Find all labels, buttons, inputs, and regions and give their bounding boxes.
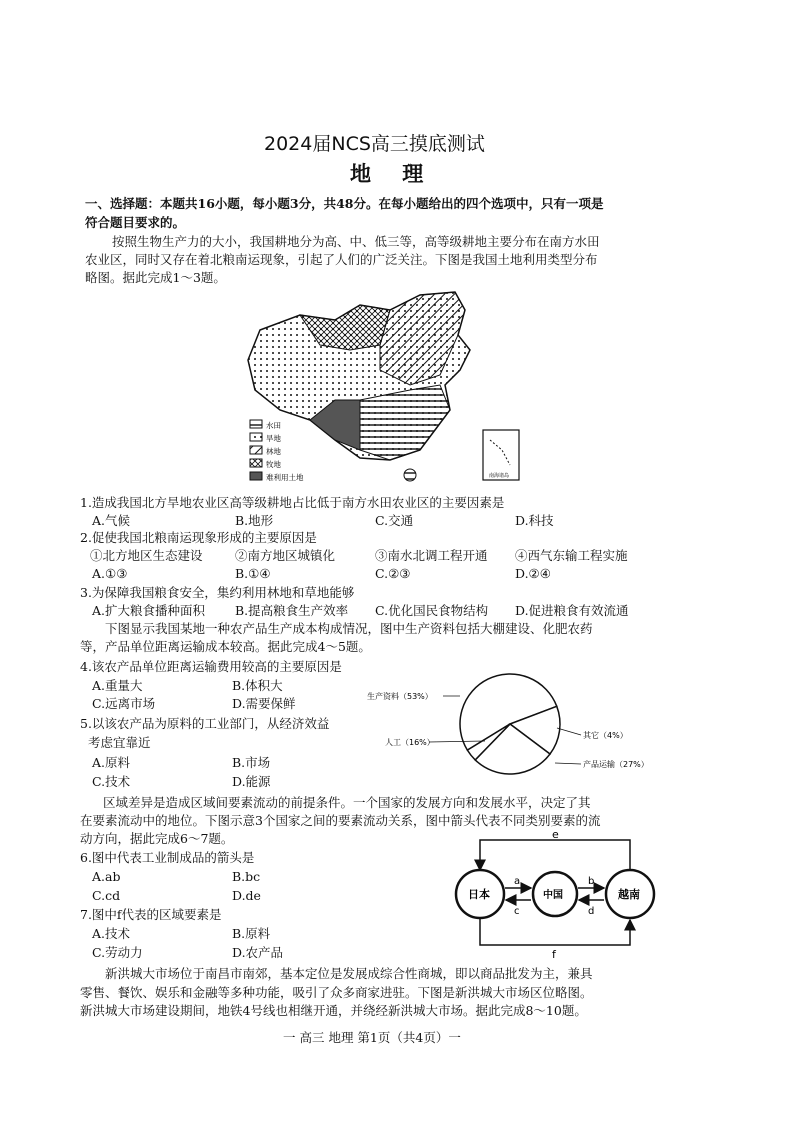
- q3-option-b: B.提高粮食生产效率: [235, 603, 349, 618]
- q5-option-b: B.市场: [232, 755, 271, 770]
- hainan-island: [404, 469, 416, 481]
- q4-option-b: B.体积大: [232, 678, 283, 693]
- q1-option-b: B.地形: [235, 513, 274, 528]
- q1-option-d: D.科技: [515, 513, 554, 528]
- intro2-line1: 下图显示我国某地一种农产品生产成本构成情况，图中生产资料包括大棚建设、化肥农药: [105, 621, 593, 636]
- pie-label-4: 其它（4%）: [583, 731, 628, 740]
- q4-stem: 4.该农产品单位距离运输费用较高的主要原因是: [80, 659, 342, 674]
- section-heading-line2: 符合题目要求的。: [85, 215, 186, 230]
- legend-barren: 难利用土地: [266, 473, 304, 482]
- q3-option-a: A.扩大粮食播种面积: [92, 603, 206, 618]
- exam-title: 2024届NCS高三摸底测试: [264, 133, 485, 155]
- arrow-f: [480, 918, 630, 945]
- q7-option-d: D.农产品: [232, 945, 284, 960]
- q3-option-c: C.优化国民食物结构: [375, 603, 489, 618]
- q2-stem: 2.促使我国北粮南运现象形成的主要原因是: [80, 530, 317, 545]
- legend-pasture: 牧地: [266, 460, 281, 469]
- intro1-line2: 农业区，同时又存在着北粮南运现象，引起了人们的广泛关注。下图是我国土地利用类型分布: [85, 252, 598, 267]
- q2-option-d: D.②④: [515, 566, 551, 581]
- cost-pie-chart: [365, 668, 705, 780]
- q2-item-1: ①北方地区生态建设: [90, 548, 203, 563]
- intro2-line2: 等，产品单位距离运输成本较高。据此完成4～5题。: [80, 639, 371, 654]
- q7-option-a: A.技术: [92, 926, 131, 941]
- subject-title: 地 理: [350, 161, 436, 186]
- q6-option-b: B.bc: [232, 869, 261, 884]
- legend-forest: 林地: [266, 447, 281, 456]
- pie-label-3: 产品运输（27%）: [583, 760, 649, 769]
- pie-leader-4: [557, 728, 581, 735]
- q2-item-3: ③南水北调工程开通: [375, 548, 488, 563]
- page-footer: 一 高三 地理 第1页（共4页）一: [283, 1030, 461, 1045]
- q6-option-a: A.ab: [92, 869, 121, 884]
- q4-option-a: A.重量大: [92, 678, 143, 693]
- land-use-map: [240, 290, 530, 495]
- node-vietnam-label: 越南: [618, 888, 640, 901]
- q5-stem-line2: 考虑宜靠近: [88, 735, 151, 750]
- q5-stem-line1: 5.以该农产品为原料的工业部门，从经济效益: [80, 716, 330, 731]
- q1-stem: 1.造成我国北方旱地农业区高等级耕地占比低于南方水田农业区的主要因素是: [80, 495, 505, 510]
- legend-paddy: 水田: [266, 421, 281, 430]
- q7-option-c: C.劳动力: [92, 945, 143, 960]
- map-legend: [250, 420, 304, 482]
- arrow-e: [480, 840, 630, 872]
- q1-option-a: A.气候: [92, 513, 131, 528]
- intro3-line2: 在要素流动中的地位。下图示意3个国家之间的要素流动关系，图中箭头代表不同类别要素的流: [80, 813, 601, 828]
- pie-label-2: 人工（16%）: [385, 738, 435, 747]
- arrow-d-label: d: [588, 906, 595, 917]
- q5-option-d: D.能源: [232, 774, 271, 789]
- q5-option-a: A.原料: [92, 755, 131, 770]
- q7-option-b: B.原料: [232, 926, 271, 941]
- arrow-f-label: f: [552, 948, 556, 960]
- intro4-line1: 新洪城大市场位于南昌市南郊，基本定位是发展成综合性商城，即以商品批发为主，兼具: [105, 966, 593, 981]
- section-heading-line1: 一、选择题：本题共16小题，每小题3分，共48分。在每小题给出的四个选项中，只有一项是: [85, 196, 604, 211]
- inset-label: 南海诸岛: [489, 473, 510, 479]
- intro1-line3: 略图。据此完成1～3题。: [85, 270, 226, 285]
- q2-item-2: ②南方地区城镇化: [235, 548, 336, 563]
- intro4-line3: 新洪城大市场建设期间，地铁4号线也相继开通，并绕经新洪城大市场。据此完成8～10题。: [80, 1003, 587, 1018]
- arrow-b-label: b: [588, 876, 595, 887]
- pie-label-1: 生产资料（53%）: [367, 692, 433, 701]
- intro4-line2: 零售、餐饮、娱乐和金融等多种功能，吸引了众多商家进驻。下图是新洪城大市场区位略图。: [80, 985, 593, 1000]
- node-china-label: 中国: [543, 890, 563, 901]
- intro3-line3: 动方向，据此完成6～7题。: [80, 831, 234, 846]
- q3-stem: 3.为保障我国粮食安全，集约利用林地和草地能够: [80, 585, 355, 600]
- south-sea-inset: [483, 430, 519, 480]
- q4-option-d: D.需要保鲜: [232, 696, 296, 711]
- q6-option-d: D.de: [232, 888, 261, 903]
- q6-stem: 6.图中代表工业制成品的箭头是: [80, 850, 255, 865]
- arrow-a-label: a: [514, 876, 521, 887]
- q5-option-c: C.技术: [92, 774, 131, 789]
- q1-option-c: C.交通: [375, 513, 414, 528]
- arrow-e-label: e: [552, 830, 559, 841]
- q2-option-c: C.②③: [375, 566, 411, 581]
- intro3-line1: 区域差异是造成区域间要素流动的前提条件。一个国家的发展方向和发展水平，决定了其: [103, 795, 591, 810]
- pie-leader-3: [555, 763, 581, 764]
- q4-option-c: C.远离市场: [92, 696, 156, 711]
- q2-option-a: A.①③: [92, 566, 128, 581]
- legend-dryland: 旱地: [266, 434, 281, 443]
- arrow-c-label: c: [514, 906, 520, 917]
- q6-option-c: C.cd: [92, 888, 121, 903]
- q7-stem: 7.图中f代表的区域要素是: [80, 907, 222, 922]
- node-japan-label: 日本: [468, 888, 490, 901]
- q3-option-d: D.促进粮食有效流通: [515, 603, 629, 618]
- intro1-line1: 按照生物生产力的大小，我国耕地分为高、中、低三等，高等级耕地主要分布在南方水田: [112, 234, 600, 249]
- q2-item-4: ④西气东输工程实施: [515, 548, 628, 563]
- q2-option-b: B.①④: [235, 566, 271, 581]
- flow-diagram: [452, 830, 662, 960]
